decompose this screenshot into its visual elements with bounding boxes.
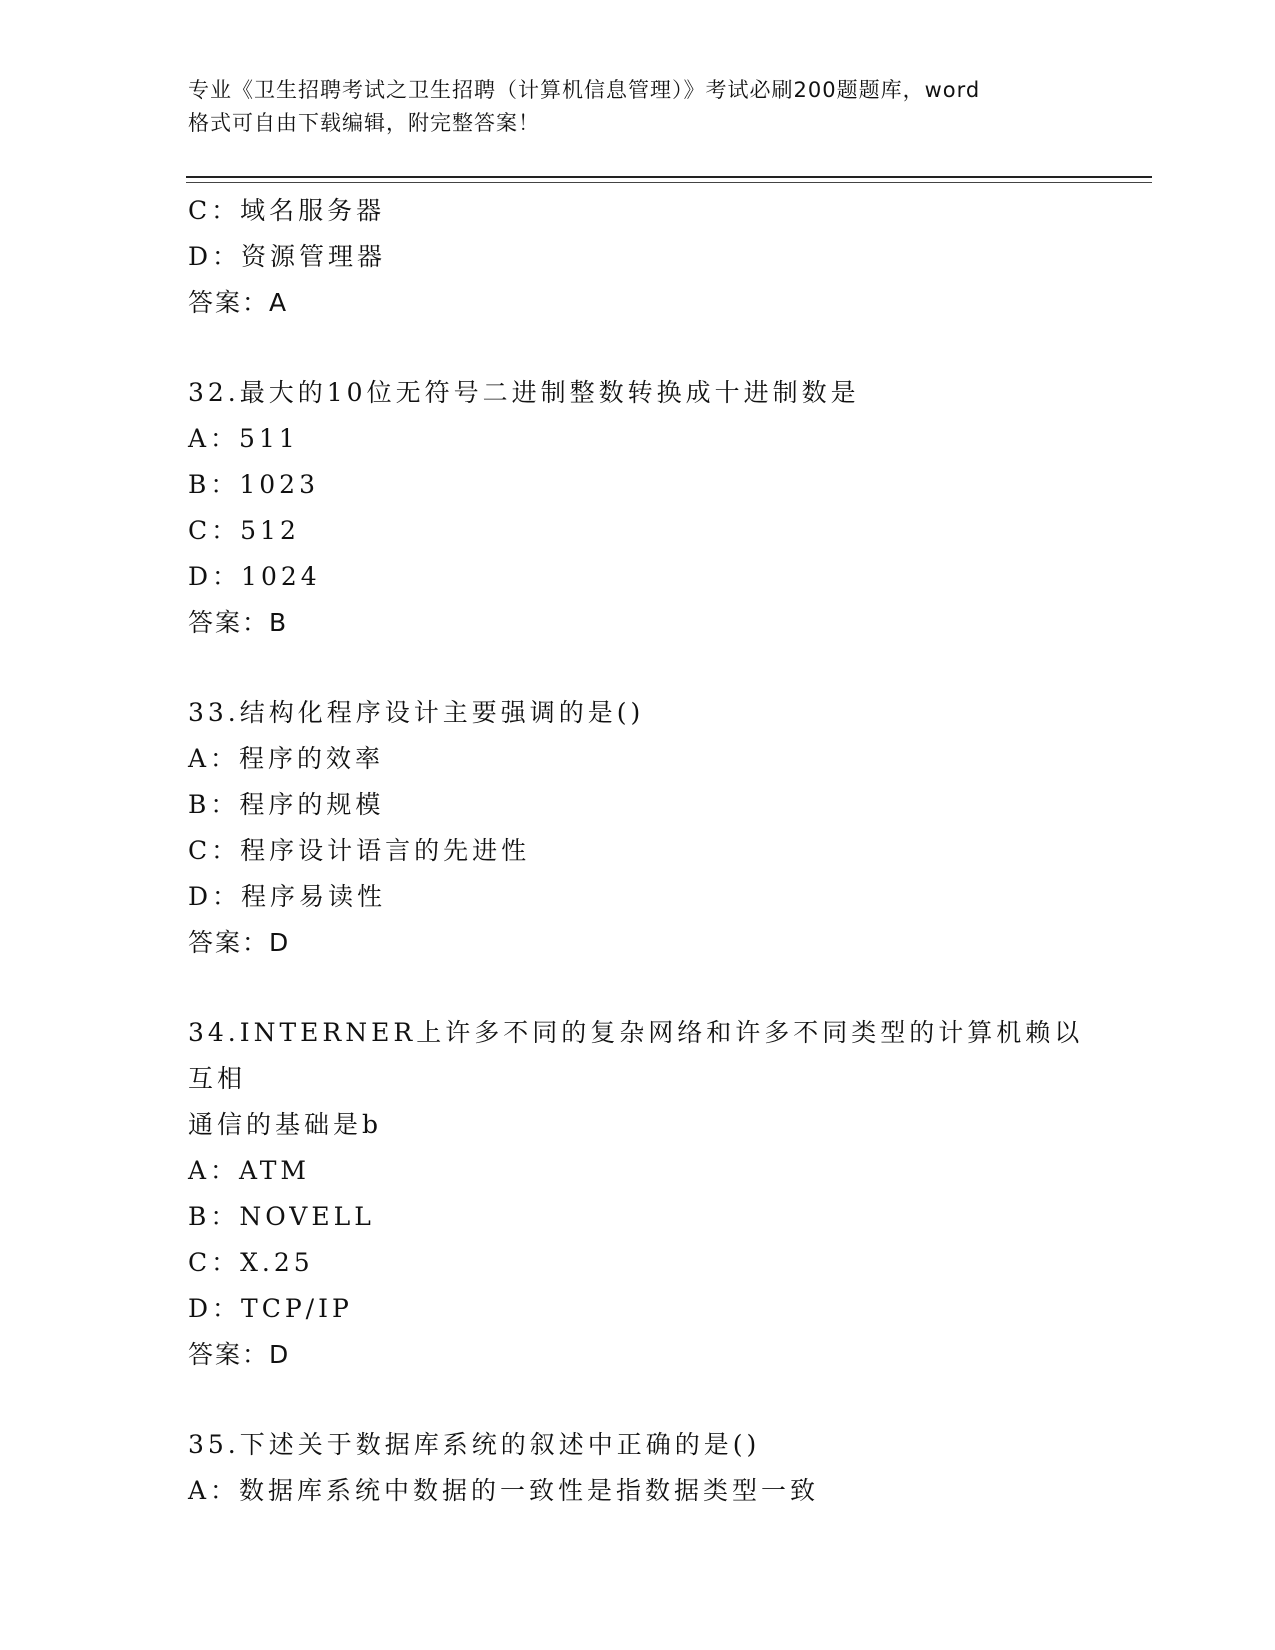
question-block-34 [188, 1010, 1088, 1378]
question-text: 35.下述关于数据库系统的叙述中正确的是() [188, 1430, 761, 1459]
question-text-line-1: 34.INTERNER上许多不同的复杂网络和许多不同类型的计算机赖以互相 [188, 1018, 1084, 1093]
option-d: D：程序易读性 [188, 882, 387, 911]
question-block-33 [188, 690, 1088, 966]
option-b: B：NOVELL [188, 1202, 375, 1231]
question-text: 32.最大的10位无符号二进制整数转换成十进制数是 [188, 378, 860, 407]
answer-line: 答案：D [188, 1340, 291, 1369]
question-text: 33.结构化程序设计主要强调的是() [188, 698, 645, 727]
option-d: D：1024 [188, 562, 321, 591]
question-list [188, 188, 1088, 1514]
option-d: D：TCP/IP [188, 1294, 353, 1323]
answer-line: 答案：D [188, 928, 291, 957]
question-block-31-tail [188, 188, 1088, 326]
option-c: C：程序设计语言的先进性 [188, 836, 531, 865]
question-text-line-2: 通信的基础是b [188, 1110, 383, 1139]
document-header [188, 74, 1088, 140]
header-line-1: 专业《卫生招聘考试之卫生招聘（计算机信息管理）》考试必刷200题题库，word [188, 78, 981, 102]
option-a: A：511 [188, 424, 299, 453]
option-c: C：512 [188, 516, 300, 545]
question-block-35 [188, 1422, 1088, 1514]
header-divider-thick [186, 176, 1152, 178]
option-a: A：数据库系统中数据的一致性是指数据类型一致 [188, 1476, 820, 1505]
option-a: A：程序的效率 [188, 744, 385, 773]
header-divider-thin [186, 182, 1152, 183]
option-d: D：资源管理器 [188, 242, 387, 271]
answer-line: 答案：B [188, 608, 289, 637]
answer-line: 答案：A [188, 288, 289, 317]
option-b: B：1023 [188, 470, 319, 499]
option-c: C：X.25 [188, 1248, 314, 1277]
question-block-32 [188, 370, 1088, 646]
option-a: A：ATM [188, 1156, 311, 1185]
option-b: B：程序的规模 [188, 790, 385, 819]
header-line-2: 格式可自由下载编辑，附完整答案！ [188, 111, 540, 135]
option-c: C：域名服务器 [188, 196, 386, 225]
